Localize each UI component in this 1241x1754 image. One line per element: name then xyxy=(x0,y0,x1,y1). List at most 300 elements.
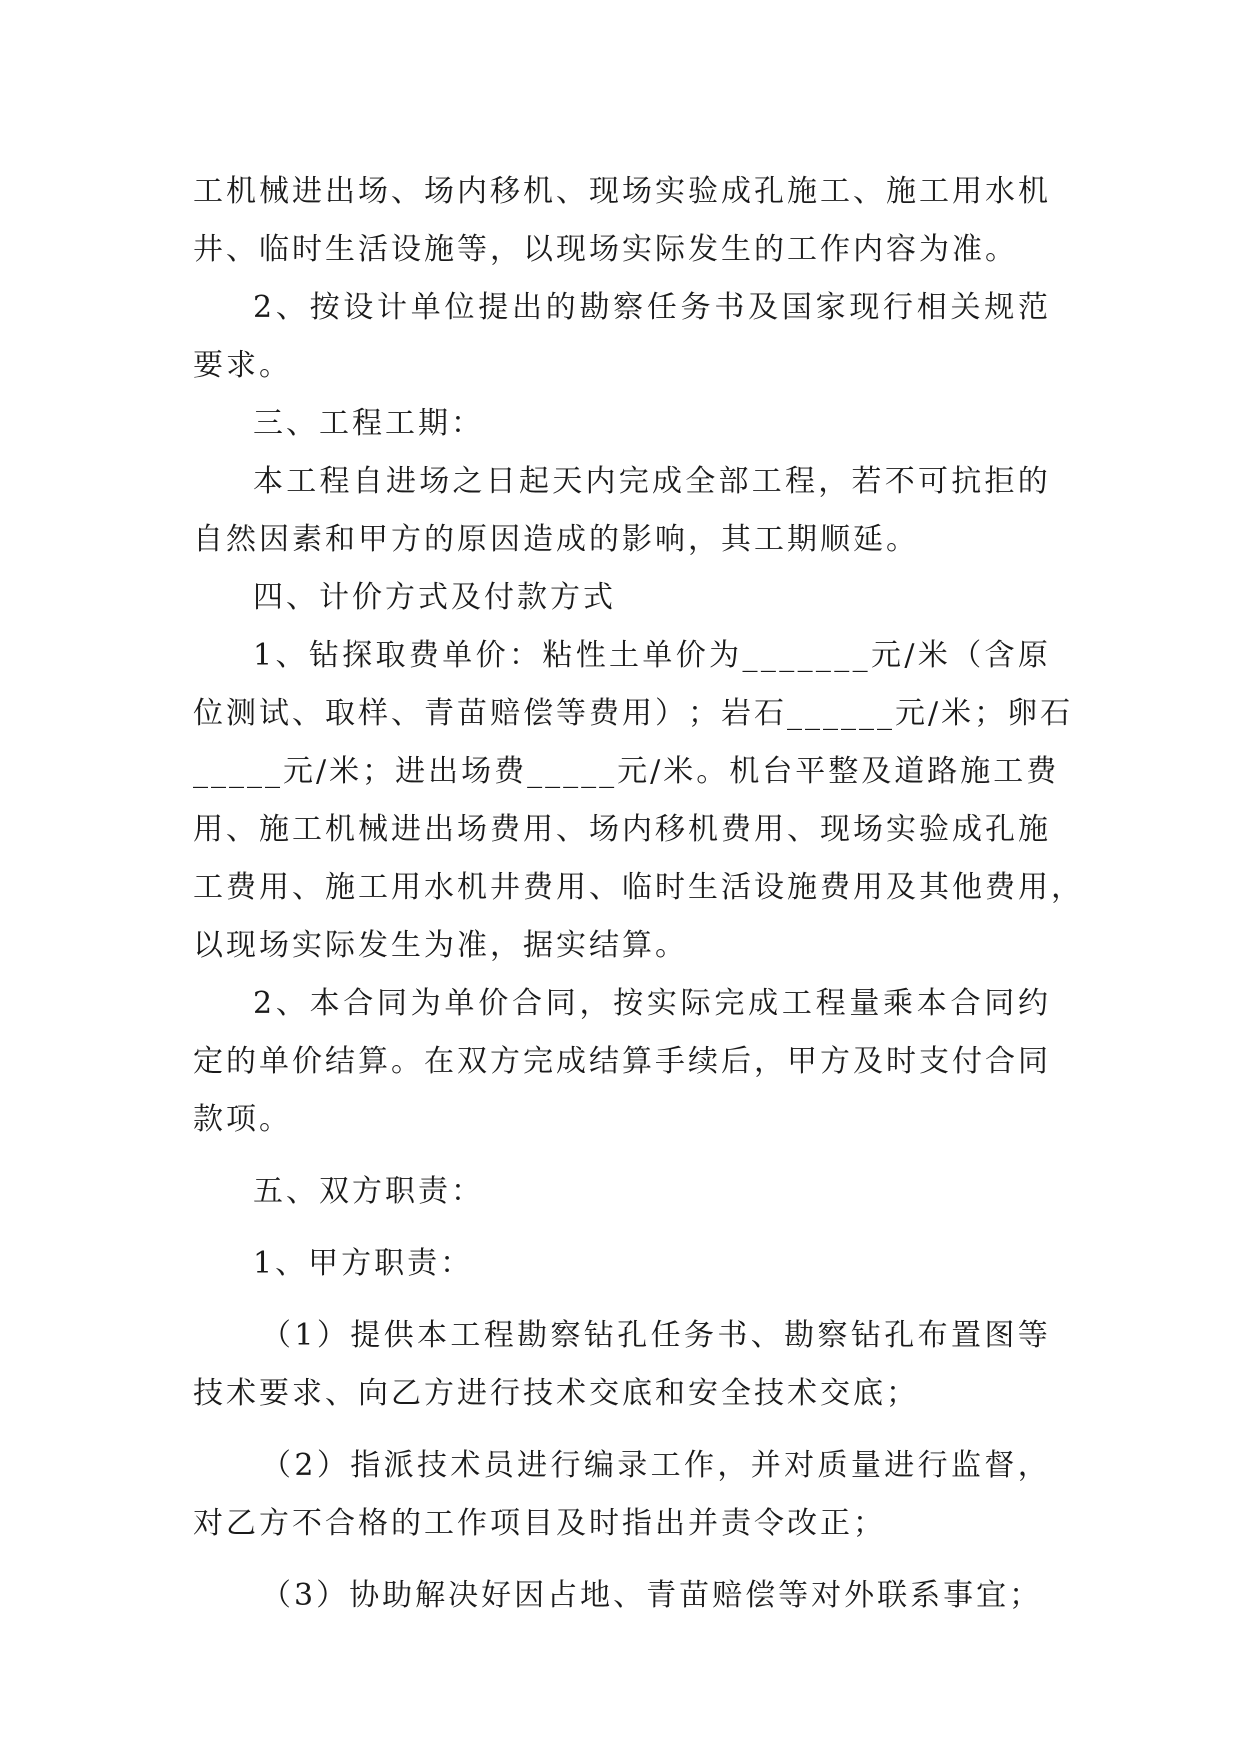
text-glyph: 机 xyxy=(523,174,556,209)
text-glyph: （ xyxy=(951,638,985,673)
text-glyph: 价 xyxy=(292,1044,325,1079)
text-glyph: 位 xyxy=(444,290,478,325)
text-glyph: 在 xyxy=(424,1044,457,1079)
text-glyph: 场 xyxy=(461,754,495,789)
text-glyph: 卵 xyxy=(1007,696,1041,731)
text-glyph: 苗 xyxy=(457,696,490,731)
text-glyph: 用 xyxy=(1018,870,1051,905)
text-glyph: 械 xyxy=(259,174,292,209)
paragraph-line xyxy=(193,163,1051,221)
text-glyph: 供 xyxy=(383,1318,417,1353)
text-glyph: _ xyxy=(779,638,798,673)
text-glyph: 场 xyxy=(589,812,622,847)
text-glyph: 1 xyxy=(253,638,276,673)
section-heading: 五、双方职责： xyxy=(253,1174,484,1209)
text-glyph: 同 xyxy=(984,986,1018,1021)
text-glyph: 本 xyxy=(416,1318,450,1353)
text-glyph: 施 xyxy=(787,174,820,209)
spacer xyxy=(193,1423,1051,1437)
text-glyph: 费 xyxy=(1026,754,1060,789)
text-glyph: 费 xyxy=(820,870,853,905)
text-glyph: 实 xyxy=(655,174,688,209)
text-glyph: 钻 xyxy=(308,638,342,673)
text-glyph: 规 xyxy=(984,290,1018,325)
text-glyph: ， xyxy=(1017,1448,1051,1483)
text-glyph: 路 xyxy=(927,754,961,789)
paragraph-line xyxy=(193,743,1060,801)
text-glyph: 价 xyxy=(475,638,509,673)
text-glyph: 平 xyxy=(795,754,829,789)
text-glyph: 孔 xyxy=(754,174,787,209)
text-glyph: 工 xyxy=(820,174,853,209)
text-glyph: 关 xyxy=(950,290,984,325)
text-glyph: 。 xyxy=(391,1044,424,1079)
paragraph-line: 井、临时生活设施等，以现场实际发生的工作内容为准。 xyxy=(193,232,1018,267)
text-glyph: 工 xyxy=(650,1448,684,1483)
text-glyph: 现 xyxy=(820,812,853,847)
text-glyph: 合 xyxy=(950,986,984,1021)
text-glyph: 施 xyxy=(886,174,919,209)
text-glyph: 技 xyxy=(416,1448,450,1483)
text-glyph: 行 xyxy=(550,1448,584,1483)
text-glyph: 甲 xyxy=(787,1044,820,1079)
text-glyph: 2 xyxy=(294,1448,317,1483)
text-glyph: 道 xyxy=(894,754,928,789)
text-glyph: 费 xyxy=(721,812,754,847)
text-glyph: 。 xyxy=(696,754,730,789)
paragraph-line xyxy=(193,279,1051,337)
text-glyph: 全 xyxy=(685,464,719,499)
paragraph-line xyxy=(193,627,1051,685)
text-glyph: 布 xyxy=(917,1318,951,1353)
text-glyph: 工 xyxy=(919,174,952,209)
text-glyph: 进 xyxy=(391,812,424,847)
text-glyph: 他 xyxy=(952,870,985,905)
text-glyph: 进 xyxy=(517,1448,551,1483)
text-glyph: 费 xyxy=(226,870,259,905)
text-glyph: 成 xyxy=(556,1044,589,1079)
text-glyph: 单 xyxy=(444,986,478,1021)
text-glyph: 录 xyxy=(617,1448,651,1483)
text-glyph: 施 xyxy=(787,870,820,905)
text-glyph: 2 xyxy=(253,290,276,325)
text-glyph: 书 xyxy=(717,1318,751,1353)
text-glyph: 提 xyxy=(478,290,512,325)
text-glyph: 探 xyxy=(342,638,376,673)
text-glyph: 付 xyxy=(952,1044,985,1079)
text-glyph: 后 xyxy=(721,1044,754,1079)
text-glyph: 单 xyxy=(410,290,444,325)
text-glyph: _ xyxy=(211,754,229,789)
text-glyph: （ xyxy=(261,1318,294,1353)
text-glyph: 工 xyxy=(993,754,1027,789)
text-glyph: 务 xyxy=(680,290,714,325)
text-glyph: 孔 xyxy=(617,1318,651,1353)
text-glyph: 察 xyxy=(817,1318,851,1353)
text-glyph: 同 xyxy=(377,986,411,1021)
text-glyph: 程 xyxy=(483,1318,517,1353)
text-glyph: 程 xyxy=(785,464,818,499)
text-glyph: 内 xyxy=(457,174,490,209)
paragraph-line: 自然因素和甲方的原因造成的影响，其工期顺延。 xyxy=(193,522,919,557)
section-heading: 三、工程工期： xyxy=(253,406,484,441)
text-glyph: 进 xyxy=(884,1448,918,1483)
text-glyph: 同 xyxy=(545,986,579,1021)
text-glyph: _ xyxy=(787,696,805,731)
text-glyph: _ xyxy=(834,638,853,673)
text-glyph: 施 xyxy=(960,754,994,789)
text-glyph: 取 xyxy=(375,638,409,673)
text-glyph: _ xyxy=(877,696,895,731)
text-glyph: _ xyxy=(229,754,247,789)
text-glyph: 合 xyxy=(511,986,545,1021)
paragraph-line: 以现场实际发生为准，据实结算。 xyxy=(193,928,688,963)
text-glyph: 、 xyxy=(275,638,309,673)
text-glyph: _ xyxy=(841,696,859,731)
text-glyph: 国 xyxy=(781,290,815,325)
text-glyph: 书 xyxy=(714,290,748,325)
text-glyph: _ xyxy=(545,754,564,789)
text-glyph: 天 xyxy=(552,464,586,499)
text-glyph: 取 xyxy=(325,696,358,731)
text-glyph: _ xyxy=(823,696,841,731)
text-glyph: 石 xyxy=(1040,696,1074,731)
text-glyph: 移 xyxy=(655,812,688,847)
text-glyph: 内 xyxy=(622,812,655,847)
text-glyph: 勘 xyxy=(579,290,613,325)
text-glyph: 起 xyxy=(519,464,552,499)
text-glyph: / xyxy=(316,754,330,789)
text-glyph: 等 xyxy=(1017,1318,1051,1353)
text-glyph: 勘 xyxy=(517,1318,551,1353)
text-glyph: 用 xyxy=(556,870,589,905)
text-glyph: 工 xyxy=(781,986,815,1021)
text-glyph: 场 xyxy=(457,812,490,847)
text-glyph: 完 xyxy=(618,464,652,499)
text-glyph: 孔 xyxy=(985,812,1018,847)
text-glyph: 任 xyxy=(646,290,680,325)
text-glyph: 成 xyxy=(721,174,754,209)
text-glyph: 按 xyxy=(613,986,647,1021)
text-glyph: 察 xyxy=(613,290,647,325)
text-glyph: 不 xyxy=(884,464,918,499)
text-glyph: _ xyxy=(247,754,265,789)
text-glyph: 完 xyxy=(714,986,748,1021)
text-glyph: 自 xyxy=(352,464,386,499)
text-glyph: 派 xyxy=(383,1448,417,1483)
text-glyph: 范 xyxy=(1017,290,1051,325)
text-glyph: 图 xyxy=(984,1318,1018,1353)
text-glyph: 粘 xyxy=(542,638,576,673)
text-glyph: 、 xyxy=(589,870,622,905)
spacer xyxy=(193,1293,1051,1307)
text-glyph: 机 xyxy=(688,812,721,847)
text-glyph: 2 xyxy=(253,986,276,1021)
text-glyph: 日 xyxy=(485,464,519,499)
text-glyph: 单 xyxy=(259,1044,292,1079)
text-glyph: 续 xyxy=(688,1044,721,1079)
text-glyph: 械 xyxy=(358,812,391,847)
text-glyph: 质 xyxy=(817,1448,851,1483)
text-glyph: 结 xyxy=(325,1044,358,1079)
text-glyph: 试 xyxy=(259,696,292,731)
text-glyph: 土 xyxy=(609,638,643,673)
text-glyph: 其 xyxy=(919,870,952,905)
text-glyph: 支 xyxy=(919,1044,952,1079)
text-glyph: ： xyxy=(508,638,542,673)
text-glyph: 施 xyxy=(325,870,358,905)
text-glyph: 整 xyxy=(828,754,862,789)
text-glyph: 务 xyxy=(683,1318,717,1353)
text-glyph: 原 xyxy=(1017,638,1051,673)
text-glyph: 出 xyxy=(428,754,462,789)
text-glyph: 指 xyxy=(350,1448,384,1483)
text-glyph: 成 xyxy=(652,464,685,499)
section-heading: 四、计价方式及付款方式 xyxy=(253,580,616,615)
text-glyph: 程 xyxy=(815,986,849,1021)
text-glyph: _ xyxy=(805,696,823,731)
text-glyph: ； xyxy=(688,696,721,731)
text-glyph: 出 xyxy=(511,290,545,325)
text-glyph: _ xyxy=(563,754,582,789)
text-glyph: 现 xyxy=(589,174,622,209)
text-glyph: 、 xyxy=(275,290,309,325)
text-glyph: 孔 xyxy=(884,1318,918,1353)
text-glyph: 单 xyxy=(442,638,476,673)
text-glyph: / xyxy=(904,638,918,673)
text-glyph: 督 xyxy=(984,1448,1018,1483)
list-item-line xyxy=(193,1307,1051,1365)
text-glyph: 场 xyxy=(853,812,886,847)
text-glyph: 任 xyxy=(650,1318,684,1353)
text-glyph: 部 xyxy=(718,464,752,499)
text-glyph: 计 xyxy=(377,290,411,325)
text-glyph: 进 xyxy=(386,464,419,499)
text-glyph: （ xyxy=(261,1448,294,1483)
text-glyph: 钻 xyxy=(850,1318,884,1353)
document-body xyxy=(193,163,1084,1625)
text-glyph: 偿 xyxy=(523,696,556,731)
text-glyph: 、 xyxy=(556,174,589,209)
text-glyph: 可 xyxy=(918,464,951,499)
text-glyph: 水 xyxy=(424,870,457,905)
text-glyph: 监 xyxy=(950,1448,984,1483)
text-glyph: _ xyxy=(859,696,877,731)
text-glyph: 场 xyxy=(419,464,453,499)
text-glyph: 拒 xyxy=(984,464,1018,499)
text-glyph: 量 xyxy=(850,1448,884,1483)
text-glyph: 钻 xyxy=(583,1318,617,1353)
text-glyph: ， xyxy=(717,1448,751,1483)
text-glyph: 生 xyxy=(688,870,721,905)
text-glyph: 、 xyxy=(556,812,589,847)
text-glyph: 之 xyxy=(452,464,486,499)
text-glyph: 机 xyxy=(1018,174,1051,209)
text-glyph: _ xyxy=(527,754,546,789)
text-glyph: 按 xyxy=(309,290,343,325)
text-glyph: 进 xyxy=(292,174,325,209)
text-glyph: 约 xyxy=(1017,986,1051,1021)
text-glyph: 元 xyxy=(871,638,904,673)
text-glyph: 程 xyxy=(319,464,353,499)
text-glyph: 同 xyxy=(1018,1044,1051,1079)
text-glyph: 作 xyxy=(683,1448,717,1483)
paragraph-line xyxy=(193,453,1051,511)
text-glyph: _ xyxy=(581,754,600,789)
text-glyph: 1 xyxy=(294,1318,317,1353)
text-glyph: 样 xyxy=(358,696,391,731)
text-glyph: 勘 xyxy=(784,1318,818,1353)
text-glyph: 时 xyxy=(886,1044,919,1079)
text-glyph: _ xyxy=(265,754,283,789)
text-glyph: ， xyxy=(579,986,613,1021)
text-glyph: 现 xyxy=(849,290,883,325)
text-glyph: 家 xyxy=(815,290,849,325)
text-glyph: 的 xyxy=(545,290,579,325)
spacer xyxy=(193,1149,1051,1163)
text-glyph: 等 xyxy=(556,696,589,731)
text-glyph: 际 xyxy=(680,986,714,1021)
text-glyph: 验 xyxy=(688,174,721,209)
text-glyph: 米 xyxy=(329,754,363,789)
list-item-line: 对乙方不合格的工作项目及时指出并责令改正； xyxy=(193,1506,886,1541)
text-glyph: 井 xyxy=(490,870,523,905)
text-glyph: 双 xyxy=(457,1044,490,1079)
text-glyph: 、 xyxy=(750,1318,784,1353)
text-glyph: 进 xyxy=(395,754,429,789)
text-glyph: ） xyxy=(316,1448,350,1483)
text-glyph: 费 xyxy=(985,870,1018,905)
text-glyph: 米 xyxy=(663,754,697,789)
text-glyph: _ xyxy=(797,638,816,673)
text-glyph: _ xyxy=(599,754,618,789)
text-glyph: 、 xyxy=(391,696,424,731)
text-glyph: 完 xyxy=(523,1044,556,1079)
paragraph-line xyxy=(193,801,1051,859)
text-glyph: 本 xyxy=(309,986,343,1021)
text-glyph: 费 xyxy=(589,696,622,731)
text-glyph: 行 xyxy=(917,1448,951,1483)
text-glyph: 工 xyxy=(292,812,325,847)
text-glyph: 、 xyxy=(292,696,325,731)
text-glyph: 水 xyxy=(985,174,1018,209)
text-glyph: 若 xyxy=(851,464,885,499)
text-glyph: 设 xyxy=(343,290,377,325)
text-glyph: 、 xyxy=(787,812,820,847)
text-glyph: 并 xyxy=(750,1448,784,1483)
text-glyph: _ xyxy=(760,638,779,673)
text-glyph: ） xyxy=(655,696,688,731)
text-glyph: 为 xyxy=(410,986,444,1021)
text-glyph: 赔 xyxy=(490,696,523,731)
text-glyph: 岩 xyxy=(721,696,754,731)
text-glyph: 本 xyxy=(253,464,286,499)
text-glyph: 机 xyxy=(226,174,259,209)
text-glyph: 对 xyxy=(784,1448,818,1483)
text-glyph: 及 xyxy=(748,290,782,325)
text-glyph: ； xyxy=(974,696,1008,731)
text-glyph: _ xyxy=(815,638,834,673)
text-glyph: 用 xyxy=(622,696,655,731)
text-glyph: 算 xyxy=(358,1044,391,1079)
text-glyph: 价 xyxy=(675,638,709,673)
text-glyph: 机 xyxy=(457,870,490,905)
text-glyph: 费 xyxy=(494,754,528,789)
list-item-line: （3）协助解决好因占地、青苗赔偿等对外联系事宜； xyxy=(261,1578,1043,1613)
paragraph-line: 款项。 xyxy=(193,1102,292,1137)
text-glyph: 察 xyxy=(550,1318,584,1353)
text-glyph: 施 xyxy=(1018,812,1051,847)
paragraph-line xyxy=(193,685,1074,743)
text-glyph: 工 xyxy=(751,464,785,499)
text-glyph: 、 xyxy=(226,812,259,847)
text-glyph: 及 xyxy=(886,870,919,905)
text-glyph: 价 xyxy=(478,986,512,1021)
text-glyph: 及 xyxy=(853,1044,886,1079)
text-glyph: 成 xyxy=(748,986,782,1021)
text-glyph: ； xyxy=(362,754,396,789)
text-glyph: 成 xyxy=(952,812,985,847)
text-glyph: 青 xyxy=(424,696,457,731)
text-glyph: 机 xyxy=(729,754,763,789)
text-glyph: 本 xyxy=(916,986,950,1021)
text-glyph: / xyxy=(650,754,664,789)
text-glyph: 用 xyxy=(391,870,424,905)
text-glyph: 台 xyxy=(762,754,796,789)
text-glyph: 提 xyxy=(350,1318,384,1353)
text-glyph: 设 xyxy=(754,870,787,905)
text-glyph: 相 xyxy=(916,290,950,325)
text-glyph: ） xyxy=(316,1318,350,1353)
text-glyph: 算 xyxy=(622,1044,655,1079)
text-glyph: 用 xyxy=(754,812,787,847)
text-glyph: 活 xyxy=(721,870,754,905)
text-glyph: 含 xyxy=(984,638,1018,673)
text-glyph: 米 xyxy=(917,638,951,673)
text-glyph: 、 xyxy=(292,870,325,905)
text-glyph: 施 xyxy=(259,812,292,847)
text-glyph: 置 xyxy=(950,1318,984,1353)
text-glyph: 费 xyxy=(490,812,523,847)
text-glyph: 及 xyxy=(861,754,895,789)
text-glyph: 费 xyxy=(408,638,442,673)
paragraph-line xyxy=(193,1033,1051,1091)
text-glyph: 用 xyxy=(193,812,226,847)
text-glyph: 石 xyxy=(754,696,787,731)
text-glyph: 出 xyxy=(325,174,358,209)
text-glyph: 编 xyxy=(583,1448,617,1483)
text-glyph: 术 xyxy=(450,1448,484,1483)
text-glyph: 、 xyxy=(853,174,886,209)
text-glyph: 行 xyxy=(883,290,917,325)
text-glyph: 的 xyxy=(226,1044,259,1079)
text-glyph: 位 xyxy=(193,696,226,731)
text-glyph: 工 xyxy=(286,464,320,499)
text-glyph: 用 xyxy=(853,870,886,905)
text-glyph: 抗 xyxy=(951,464,985,499)
text-glyph: _ xyxy=(742,638,761,673)
text-glyph: 方 xyxy=(490,1044,523,1079)
text-glyph: _ xyxy=(193,754,211,789)
text-glyph: 结 xyxy=(589,1044,622,1079)
text-glyph: 手 xyxy=(655,1044,688,1079)
paragraph-line xyxy=(193,975,1051,1033)
text-glyph: 验 xyxy=(919,812,952,847)
paragraph-line: 要求。 xyxy=(193,348,292,383)
text-glyph: 场 xyxy=(424,174,457,209)
text-glyph: 实 xyxy=(886,812,919,847)
spacer xyxy=(193,1553,1051,1567)
